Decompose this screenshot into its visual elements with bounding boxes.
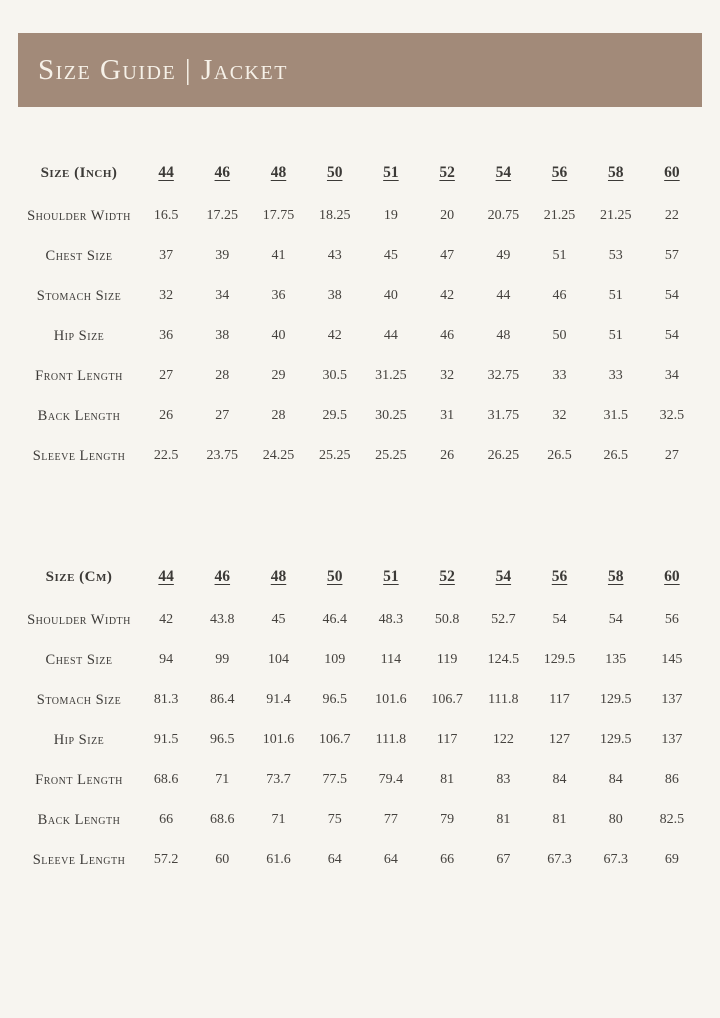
measurement-value: 119 <box>436 652 458 667</box>
row-label: Hip Size <box>53 327 105 344</box>
table-row <box>20 436 700 476</box>
measurement-value: 44 <box>496 288 511 303</box>
measurement-value: 51 <box>608 288 623 303</box>
measurement-value: 21.25 <box>543 208 576 223</box>
measurement-value: 83 <box>496 772 511 787</box>
measurement-value: 27 <box>159 368 174 383</box>
size-number: 51 <box>383 568 399 585</box>
unit-label: Size (Cm) <box>45 568 113 585</box>
size-number: 52 <box>439 164 455 181</box>
measurement-value: 24.25 <box>262 448 295 463</box>
size-column-header <box>194 568 250 586</box>
measurement-value: 28 <box>215 368 230 383</box>
measurement-value: 50.8 <box>434 612 460 627</box>
table-row <box>20 196 700 236</box>
measurement-value: 94 <box>159 652 174 667</box>
measurement-value: 36 <box>159 328 174 343</box>
size-column-header <box>138 568 194 586</box>
measurement-value: 31.75 <box>487 408 520 423</box>
measurement-value: 54 <box>552 612 567 627</box>
measurement-value: 61.6 <box>266 852 291 867</box>
measurement-value: 137 <box>661 692 683 707</box>
table-row <box>20 840 700 880</box>
table-header-row <box>20 150 700 196</box>
size-column-header <box>307 164 363 182</box>
measurement-value: 38 <box>327 288 342 303</box>
size-number: 46 <box>214 164 231 181</box>
measurement-value: 17.25 <box>206 208 239 223</box>
measurement-value: 30.5 <box>322 368 347 383</box>
measurement-value: 46.4 <box>322 612 347 627</box>
measurement-value: 124.5 <box>487 652 520 667</box>
measurement-value: 32 <box>440 368 455 383</box>
measurement-value: 34 <box>215 288 230 303</box>
row-label: Chest Size <box>45 247 113 264</box>
size-column-header <box>363 568 419 586</box>
measurement-value: 40 <box>383 288 398 303</box>
measurement-value: 51 <box>552 248 567 263</box>
size-column-header <box>588 568 644 586</box>
size-column-header <box>250 164 306 182</box>
measurement-value: 145 <box>661 652 683 667</box>
measurement-value: 22.5 <box>153 448 179 463</box>
measurement-value: 44 <box>383 328 398 343</box>
measurement-value: 80 <box>608 812 623 827</box>
measurement-value: 20.75 <box>487 208 520 223</box>
table-row <box>20 640 700 680</box>
measurement-value: 101.6 <box>375 692 407 707</box>
measurement-value: 27 <box>215 408 230 423</box>
measurement-value: 53 <box>608 248 623 263</box>
table-row <box>20 760 700 800</box>
size-number: 58 <box>607 568 624 585</box>
measurement-value: 48 <box>496 328 511 343</box>
measurement-value: 129.5 <box>599 692 632 707</box>
measurement-value: 42 <box>440 288 455 303</box>
row-label: Shoulder Width <box>27 611 131 628</box>
measurement-value: 25.25 <box>318 448 351 463</box>
measurement-value: 46 <box>440 328 455 343</box>
measurement-value: 30.25 <box>375 408 407 423</box>
measurement-value: 54 <box>664 288 679 303</box>
measurement-value: 33 <box>552 368 567 383</box>
measurement-value: 71 <box>215 772 230 787</box>
measurement-value: 50 <box>552 328 567 343</box>
measurement-value: 57.2 <box>153 852 179 867</box>
measurement-value: 48.3 <box>378 612 404 627</box>
measurement-value: 31 <box>440 408 455 423</box>
measurement-value: 33 <box>608 368 623 383</box>
measurement-value: 43.8 <box>210 612 235 627</box>
size-number: 44 <box>158 164 174 181</box>
measurement-value: 111.8 <box>375 732 407 747</box>
measurement-value: 26 <box>440 448 455 463</box>
size-number: 46 <box>214 568 231 585</box>
size-number: 50 <box>326 568 343 585</box>
table-row <box>20 236 700 276</box>
measurement-value: 71 <box>271 812 286 827</box>
row-label: Chest Size <box>45 651 113 668</box>
table-row <box>20 720 700 760</box>
measurement-value: 104 <box>268 652 289 667</box>
measurement-value: 67.3 <box>547 852 572 867</box>
measurement-value: 129.5 <box>543 652 576 667</box>
measurement-value: 75 <box>327 812 342 827</box>
measurement-value: 39 <box>215 248 230 263</box>
measurement-value: 67.3 <box>603 852 628 867</box>
measurement-value: 40 <box>271 328 286 343</box>
size-number: 60 <box>664 164 680 181</box>
measurement-value: 114 <box>380 652 402 667</box>
measurement-value: 54 <box>608 612 623 627</box>
measurement-value: 22 <box>664 208 679 223</box>
measurement-value: 54 <box>664 328 679 343</box>
row-label: Front Length <box>35 771 123 788</box>
row-label: Back Length <box>37 407 121 424</box>
measurement-value: 66 <box>440 852 455 867</box>
measurement-value: 117 <box>436 732 458 747</box>
row-label: Front Length <box>35 367 123 384</box>
row-label: Sleeve Length <box>32 447 126 464</box>
unit-label: Size (Inch) <box>40 164 118 181</box>
measurement-value: 45 <box>271 612 286 627</box>
measurement-value: 16.5 <box>153 208 179 223</box>
row-label: Back Length <box>37 811 121 828</box>
measurement-value: 37 <box>159 248 174 263</box>
size-number: 60 <box>664 568 680 585</box>
measurement-value: 26.5 <box>547 448 572 463</box>
table-header-row <box>20 554 700 600</box>
measurement-value: 28 <box>271 408 286 423</box>
size-column-header <box>644 568 700 586</box>
size-column-header <box>363 164 419 182</box>
measurement-value: 67 <box>496 852 511 867</box>
measurement-value: 42 <box>327 328 342 343</box>
size-column-header <box>419 164 475 182</box>
row-label: Stomach Size <box>36 691 122 708</box>
measurement-value: 32 <box>159 288 174 303</box>
header-banner <box>18 33 702 107</box>
measurement-value: 91.4 <box>266 692 291 707</box>
measurement-value: 86 <box>664 772 679 787</box>
row-label: Sleeve Length <box>32 851 126 868</box>
size-column-header <box>194 164 250 182</box>
size-number: 52 <box>439 568 455 585</box>
measurement-value: 129.5 <box>599 732 632 747</box>
measurement-value: 77 <box>383 812 398 827</box>
measurement-value: 27 <box>664 448 679 463</box>
table-row <box>20 316 700 356</box>
measurement-value: 18.25 <box>318 208 351 223</box>
measurement-value: 106.7 <box>431 692 463 707</box>
table-row <box>20 680 700 720</box>
size-column-header <box>475 568 531 586</box>
measurement-value: 20 <box>440 208 455 223</box>
measurement-value: 127 <box>549 732 571 747</box>
measurement-value: 109 <box>324 652 346 667</box>
measurement-value: 64 <box>327 852 342 867</box>
measurement-value: 69 <box>664 852 679 867</box>
size-number: 44 <box>158 568 174 585</box>
row-label: Shoulder Width <box>27 207 131 224</box>
table-row <box>20 396 700 436</box>
measurement-value: 26 <box>159 408 174 423</box>
measurement-value: 31.5 <box>603 408 628 423</box>
measurement-value: 57 <box>664 248 679 263</box>
measurement-value: 52.7 <box>491 612 516 627</box>
measurement-value: 73.7 <box>266 772 291 787</box>
measurement-value: 45 <box>383 248 398 263</box>
table-row <box>20 600 700 640</box>
measurement-value: 51 <box>608 328 623 343</box>
measurement-value: 91.5 <box>153 732 179 747</box>
size-column-header <box>644 164 700 182</box>
measurement-value: 29 <box>271 368 286 383</box>
size-column-header <box>531 568 587 586</box>
measurement-value: 99 <box>215 652 230 667</box>
measurement-value: 41 <box>271 248 286 263</box>
measurement-value: 84 <box>552 772 567 787</box>
size-number: 54 <box>495 164 512 181</box>
measurement-value: 46 <box>552 288 567 303</box>
measurement-value: 135 <box>605 652 627 667</box>
page-title: Size Guide | Jacket <box>38 53 288 86</box>
size-column-header <box>419 568 475 586</box>
size-column-header <box>138 164 194 182</box>
measurement-value: 81 <box>496 812 511 827</box>
size-column-header <box>307 568 363 586</box>
measurement-value: 26.25 <box>487 448 520 463</box>
measurement-value: 77.5 <box>322 772 347 787</box>
measurement-value: 42 <box>159 612 174 627</box>
size-column-header <box>475 164 531 182</box>
size-number: 58 <box>607 164 624 181</box>
size-number: 50 <box>326 164 343 181</box>
measurement-value: 17.75 <box>262 208 295 223</box>
row-label: Hip Size <box>53 731 105 748</box>
measurement-value: 32.5 <box>659 408 685 423</box>
measurement-value: 31.25 <box>375 368 407 383</box>
size-table-cm <box>20 554 700 880</box>
measurement-value: 25.25 <box>375 448 407 463</box>
measurement-value: 26.5 <box>603 448 628 463</box>
size-number: 51 <box>383 164 399 181</box>
measurement-value: 106.7 <box>318 732 351 747</box>
measurement-value: 122 <box>492 732 514 747</box>
measurement-value: 32.75 <box>487 368 520 383</box>
measurement-value: 47 <box>440 248 455 263</box>
measurement-value: 81 <box>552 812 567 827</box>
measurement-value: 111.8 <box>488 692 519 707</box>
measurement-value: 84 <box>608 772 623 787</box>
measurement-value: 79.4 <box>378 772 404 787</box>
size-table-inch <box>20 150 700 476</box>
table-row <box>20 800 700 840</box>
measurement-value: 56 <box>664 612 679 627</box>
measurement-value: 68.6 <box>210 812 235 827</box>
measurement-value: 82.5 <box>659 812 685 827</box>
measurement-value: 60 <box>215 852 230 867</box>
size-number: 54 <box>495 568 512 585</box>
measurement-value: 23.75 <box>206 448 239 463</box>
measurement-value: 43 <box>327 248 342 263</box>
measurement-value: 101.6 <box>262 732 295 747</box>
size-number: 56 <box>551 164 568 181</box>
size-number: 56 <box>551 568 568 585</box>
size-number: 48 <box>270 568 287 585</box>
size-number: 48 <box>270 164 287 181</box>
size-column-header <box>531 164 587 182</box>
measurement-value: 79 <box>440 812 455 827</box>
row-label: Stomach Size <box>36 287 122 304</box>
measurement-value: 36 <box>271 288 286 303</box>
measurement-value: 68.6 <box>153 772 179 787</box>
measurement-value: 29.5 <box>322 408 347 423</box>
measurement-value: 81.3 <box>153 692 179 707</box>
measurement-value: 38 <box>215 328 230 343</box>
table-row <box>20 356 700 396</box>
measurement-value: 96.5 <box>210 732 235 747</box>
table-row <box>20 276 700 316</box>
measurement-value: 19 <box>383 208 398 223</box>
measurement-value: 66 <box>159 812 174 827</box>
measurement-value: 49 <box>496 248 511 263</box>
measurement-value: 64 <box>383 852 398 867</box>
measurement-value: 137 <box>661 732 683 747</box>
measurement-value: 117 <box>549 692 570 707</box>
size-column-header <box>250 568 306 586</box>
measurement-value: 21.25 <box>599 208 632 223</box>
size-column-header <box>588 164 644 182</box>
size-tables-container <box>20 150 700 880</box>
measurement-value: 32 <box>552 408 567 423</box>
measurement-value: 34 <box>664 368 679 383</box>
measurement-value: 86.4 <box>210 692 235 707</box>
measurement-value: 96.5 <box>322 692 347 707</box>
measurement-value: 81 <box>440 772 455 787</box>
